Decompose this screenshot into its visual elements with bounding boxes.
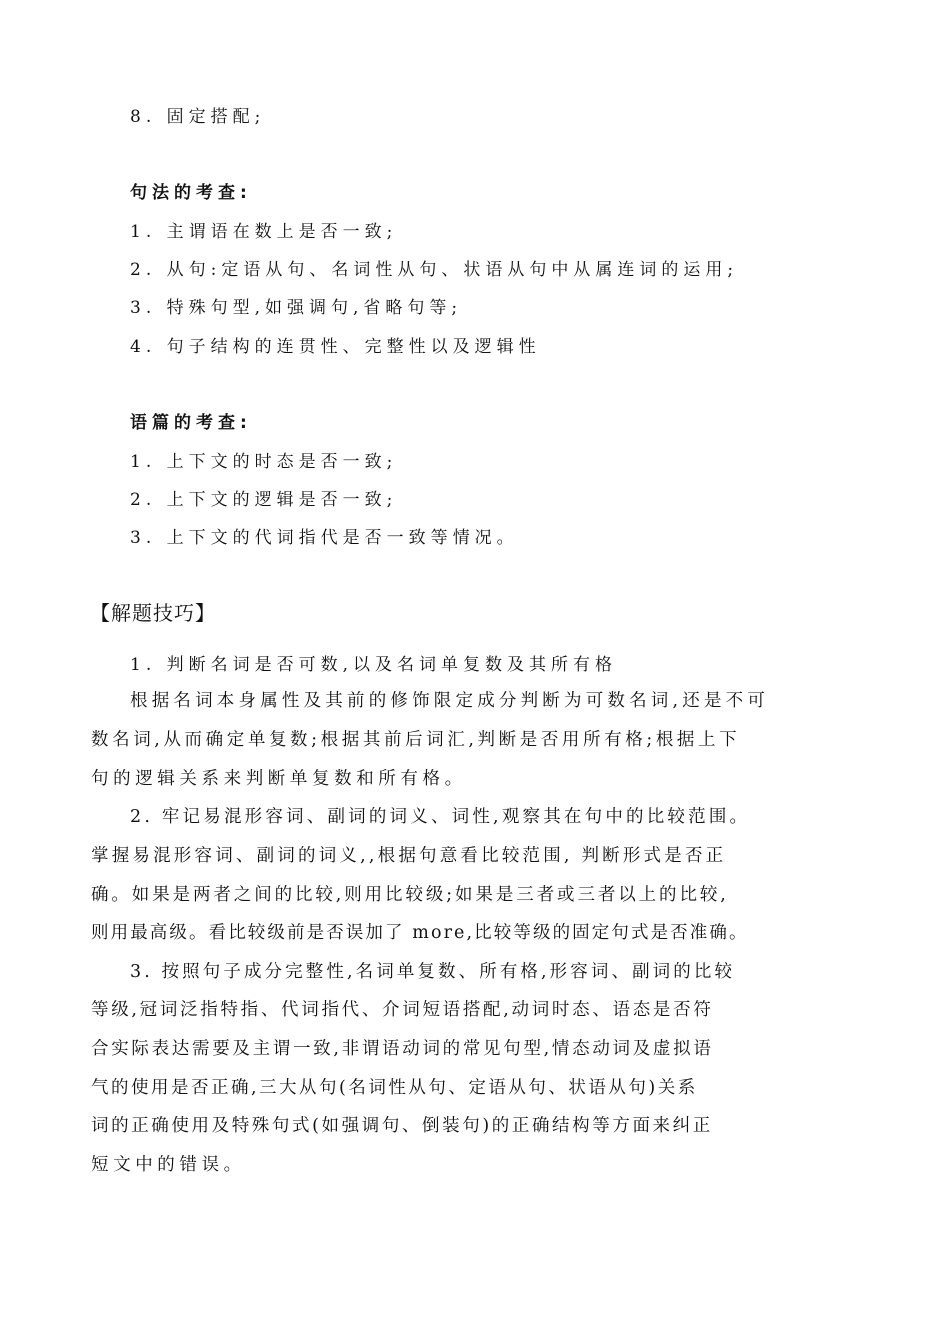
- syntax-item-3: 3. 特殊句型,如强调句,省略句等;: [130, 298, 463, 318]
- list-item-fixed-collocation: 8. 固定搭配;: [130, 107, 266, 127]
- syntax-item-2: 2. 从句:定语从句、名词性从句、状语从句中从属连词的运用;: [130, 260, 739, 280]
- tip3-line: 3. 按照句子成分完整性,名词单复数、所有格,形容词、副词的比较: [130, 962, 736, 982]
- tip3-line: 合实际表达需要及主谓一致,非谓语动词的常见句型,情态动词及虚拟语: [91, 1039, 714, 1059]
- tip2-line: 则用最高级。看比较级前是否误加了 more,比较等级的固定句式是否准确。: [91, 923, 749, 943]
- tip2-line: 确。如果是两者之间的比较,则用比较级;如果是三者或三者以上的比较,: [91, 885, 729, 905]
- discourse-item-3: 3. 上下文的代词指代是否一致等情况。: [130, 528, 519, 548]
- discourse-item-1: 1. 上下文的时态是否一致;: [130, 452, 398, 472]
- syntax-item-4: 4. 句子结构的连贯性、完整性以及逻辑性: [130, 337, 541, 357]
- tip3-line: 等级,冠词泛指特指、代词指代、介词短语搭配,动词时态、语态是否符: [91, 1000, 714, 1020]
- tip1-line: 数名词,从而确定单复数;根据其前后词汇,判断是否用所有格;根据上下: [91, 730, 741, 750]
- tip2-line: 掌握易混形容词、副词的词义,,根据句意看比较范围, 判断形式是否正: [91, 846, 727, 866]
- tip3-line: 词的正确使用及特殊句式(如强调句、倒装句)的正确结构等方面来纠正: [91, 1116, 713, 1136]
- tip1-heading: 1. 判断名词是否可数,以及名词单复数及其所有格: [130, 655, 618, 675]
- tip3-line: 短文中的错误。: [91, 1155, 246, 1175]
- tip1-line: 句的逻辑关系来判断单复数和所有格。: [91, 769, 467, 789]
- syntax-heading: 句法的考查:: [130, 183, 252, 203]
- discourse-item-2: 2. 上下文的逻辑是否一致;: [130, 490, 398, 510]
- tip2-line: 2. 牢记易混形容词、副词的词义、词性,观察其在句中的比较范围。: [130, 807, 751, 827]
- tip1-line: 根据名词本身属性及其前的修饰限定成分判断为可数名词,还是不可: [130, 691, 770, 711]
- tips-section-title: 【解题技巧】: [90, 601, 216, 625]
- syntax-item-1: 1. 主谓语在数上是否一致;: [130, 222, 398, 242]
- discourse-heading: 语篇的考查:: [130, 413, 252, 433]
- tip3-line: 气的使用是否正确,三大从句(名词性从句、定语从句、状语从句)关系: [91, 1078, 698, 1098]
